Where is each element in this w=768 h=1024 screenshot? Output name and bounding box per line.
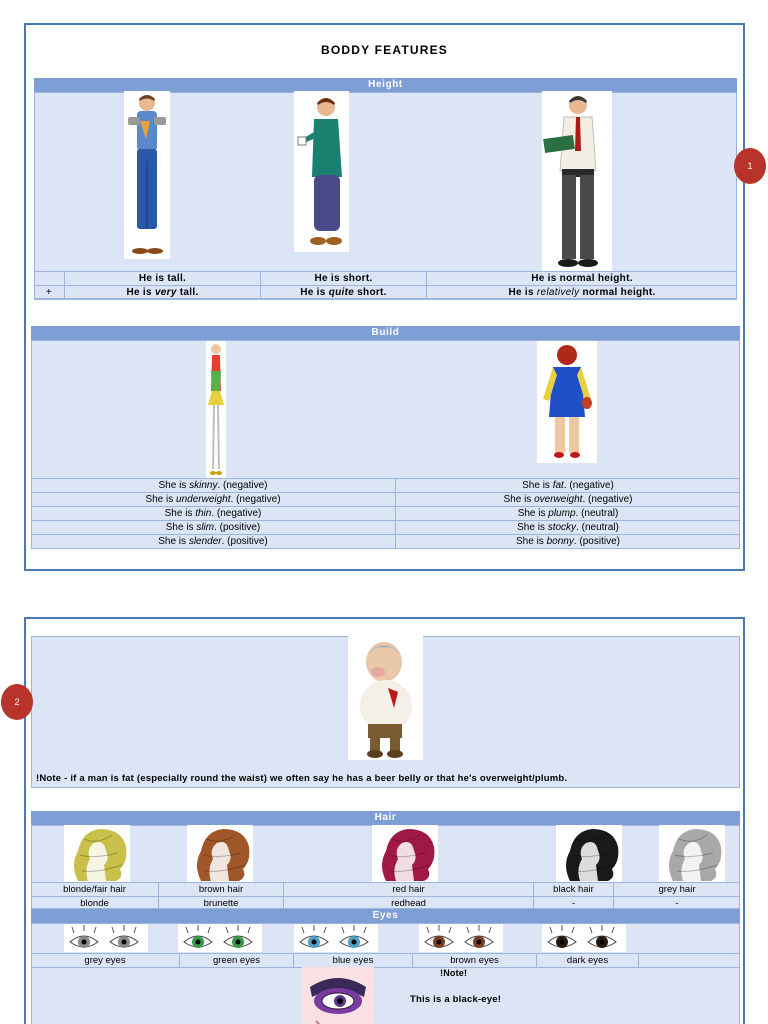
eyes-header: Eyes xyxy=(31,909,740,923)
build-row xyxy=(31,492,740,506)
eye-label: green eyes xyxy=(179,954,293,967)
build-row xyxy=(31,506,740,520)
height-row-2 xyxy=(34,285,737,300)
page-number-badge: 2 xyxy=(1,684,33,720)
hair-image xyxy=(556,825,622,882)
hair-noun: - xyxy=(613,897,740,910)
hair-label: blonde/fair hair xyxy=(63,884,126,895)
hair-image xyxy=(64,825,130,882)
build-cell-left: She is slim. (positive) xyxy=(165,522,261,533)
hair-noun: redhead xyxy=(283,897,533,910)
fat-woman-image xyxy=(537,341,597,463)
beer-belly-note: !Note - if a man is fat (especially round the waist) we often say he has a beer belly or that he's overweight/plumb. xyxy=(36,773,568,784)
beer-belly-man-image xyxy=(348,636,423,760)
hair-label: black hair xyxy=(533,883,613,896)
height-cell: He is relatively normal height. xyxy=(426,286,737,299)
build-cell-left: She is thin. (negative) xyxy=(164,508,262,519)
build-cell-right: She is stocky. (neutral) xyxy=(395,521,740,534)
hair-label: red hair xyxy=(283,883,533,896)
document-page-1 xyxy=(24,23,745,571)
black-eye-image xyxy=(302,967,374,1024)
page-title: BODDY FEATURES xyxy=(320,43,449,57)
skinny-woman-image xyxy=(206,341,226,479)
height-row-1 xyxy=(34,271,737,285)
build-cell-right: She is overweight. (negative) xyxy=(395,493,740,506)
build-cell-left: She is slender. (positive) xyxy=(158,536,268,547)
build-cell-left: She is underweight. (negative) xyxy=(145,494,281,505)
eye-image xyxy=(294,924,378,952)
hair-label-row xyxy=(31,882,740,896)
eye-image xyxy=(178,924,262,952)
eye-image xyxy=(542,924,626,952)
black-eye-note-title: !Note! xyxy=(440,968,468,978)
build-cell-right: She is bonny. (positive) xyxy=(395,535,740,548)
height-cell: He is quite short. xyxy=(260,286,426,299)
eye-label: brown eyes xyxy=(412,954,536,967)
tall-man-image xyxy=(124,91,170,259)
hair-noun: brunette xyxy=(158,897,283,910)
hair-noun: blonde xyxy=(80,898,109,909)
black-eye-note-text: This is a black-eye! xyxy=(410,994,502,1005)
eye-image xyxy=(64,924,148,952)
height-cell: He is very tall. xyxy=(64,286,260,299)
hair-image xyxy=(187,825,253,882)
eye-label: dark eyes xyxy=(536,954,638,967)
row-marker xyxy=(34,272,64,285)
eyes-label-row xyxy=(31,953,740,968)
height-header: Height xyxy=(34,78,737,92)
hair-label: brown hair xyxy=(158,883,283,896)
build-cell-right: She is fat. (negative) xyxy=(395,479,740,492)
hair-image xyxy=(372,825,438,882)
eye-image xyxy=(419,924,503,952)
height-cell: He is tall. xyxy=(64,272,260,285)
eye-label-spacer xyxy=(638,954,740,967)
height-cell: He is normal height. xyxy=(426,272,737,285)
eye-label: grey eyes xyxy=(84,955,126,966)
page-number-badge: 1 xyxy=(734,148,766,184)
eye-label: blue eyes xyxy=(293,954,412,967)
build-row xyxy=(31,520,740,534)
hair-label: grey hair xyxy=(613,883,740,896)
normal-height-man-image xyxy=(542,91,612,271)
build-header: Build xyxy=(31,326,740,340)
build-row xyxy=(31,478,740,492)
document-page-2 xyxy=(24,617,745,1024)
build-cell-left: She is skinny. (negative) xyxy=(158,480,268,491)
short-man-image xyxy=(294,91,349,252)
build-row xyxy=(31,534,740,549)
hair-noun: - xyxy=(533,897,613,910)
hair-header: Hair xyxy=(31,811,740,825)
build-cell-right: She is plump. (neutral) xyxy=(395,507,740,520)
hair-image xyxy=(659,825,725,882)
height-cell: He is short. xyxy=(260,272,426,285)
row-marker: + xyxy=(45,287,53,298)
